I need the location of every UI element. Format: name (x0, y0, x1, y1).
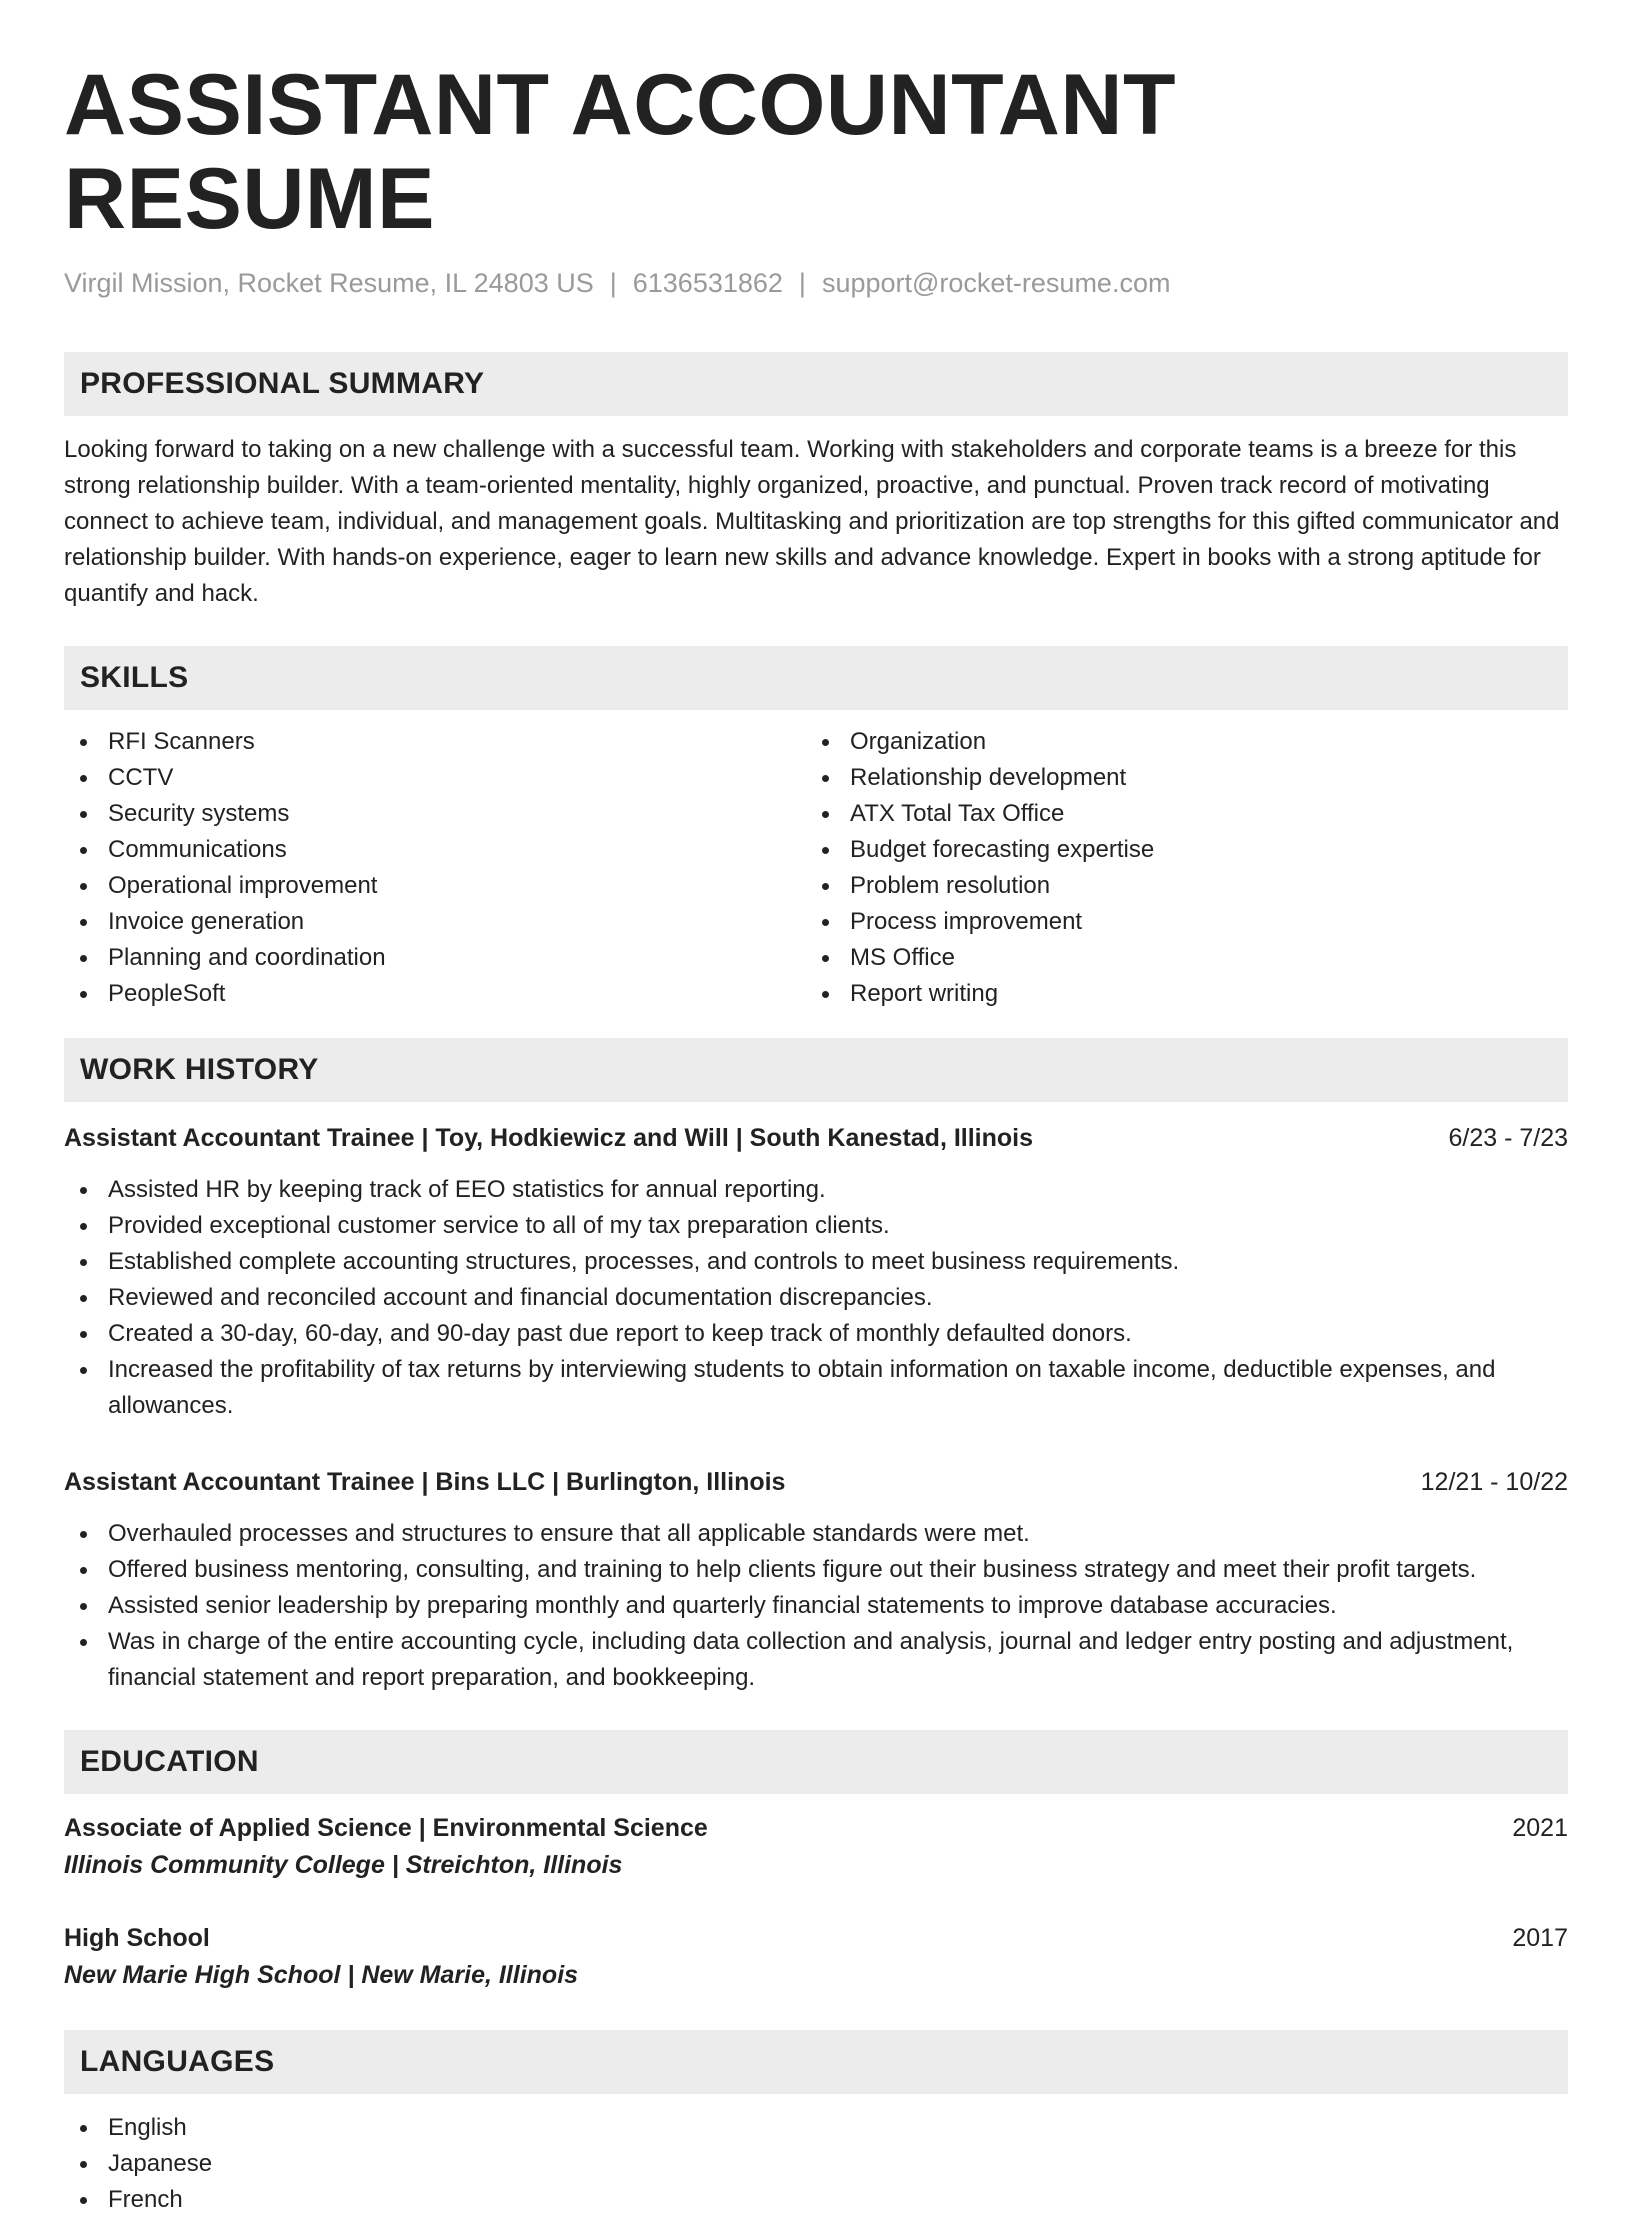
education-degree: High School (64, 1924, 210, 1952)
language-item: English (64, 2110, 1568, 2146)
job-bullet: Overhauled processes and structures to ensure that all applicable standards were met. (64, 1516, 1568, 1552)
job-dates: 12/21 - 10/22 (1420, 1468, 1568, 1496)
skill-item: Budget forecasting expertise (806, 832, 1548, 868)
skill-item: ATX Total Tax Office (806, 796, 1548, 832)
skill-item: Process improvement (806, 904, 1548, 940)
skills-column-right (806, 724, 1548, 1012)
job-bullet: Assisted senior leadership by preparing monthly and quarterly financial statements to improve database accuracies. (64, 1588, 1568, 1624)
contact-separator: | (798, 268, 806, 298)
job-title: Assistant Accountant Trainee | Toy, Hodkiewicz and Will | South Kanestad, Illinois (64, 1124, 1034, 1152)
skill-item: Relationship development (806, 760, 1548, 796)
job-bullet: Reviewed and reconciled account and financial documentation discrepancies. (64, 1280, 1568, 1316)
skill-item: CCTV (64, 760, 806, 796)
skill-item: PeopleSoft (64, 976, 806, 1012)
job-entry (64, 1120, 1568, 1424)
contact-phone: 6136531862 (632, 268, 783, 298)
section-header-skills: SKILLS (64, 646, 1568, 710)
education-entry (64, 1810, 1568, 1884)
education-entry (64, 1920, 1568, 1994)
skills-column-left (64, 724, 806, 1012)
education-school: New Marie High School | New Marie, Illinois (64, 1961, 579, 1989)
language-item: French (64, 2182, 1568, 2218)
section-header-languages: LANGUAGES (64, 2030, 1568, 2094)
section-header-work-history: WORK HISTORY (64, 1038, 1568, 1102)
skill-item: Security systems (64, 796, 806, 832)
skill-item: Communications (64, 832, 806, 868)
skill-item: RFI Scanners (64, 724, 806, 760)
job-bullet: Was in charge of the entire accounting cycle, including data collection and analysis, journal and ledger entry posting and adjustment, financial statement and report preparation, and bookkeeping. (64, 1624, 1568, 1696)
job-bullet: Provided exceptional customer service to all of my tax preparation clients. (64, 1208, 1568, 1244)
skill-item: Report writing (806, 976, 1548, 1012)
skill-item: Invoice generation (64, 904, 806, 940)
contact-line (64, 266, 1568, 300)
contact-separator: | (609, 268, 617, 298)
skill-item: Operational improvement (64, 868, 806, 904)
job-bullet: Created a 30-day, 60-day, and 90-day past due report to keep track of monthly defaulted donors. (64, 1316, 1568, 1352)
contact-email: support@rocket-resume.com (821, 268, 1171, 298)
education-degree: Associate of Applied Science | Environmental Science (64, 1814, 708, 1842)
summary-text: Looking forward to taking on a new challenge with a successful team. Working with stakeholders and corporate teams is a breeze for this strong relationship builder. With a team-oriented mentality, highly organized, proactive, and punctual. Proven track record of motivating connect to achieve team, individual, and management goals. Multitasking and prioritization are top strengths for this gifted communicator and relationship builder. With hands-on experience, eager to learn new skills and advance knowledge. Expert in books with a strong aptitude for quantify and hack. (64, 436, 1560, 607)
education-year: 2017 (1512, 1924, 1568, 1952)
education-year: 2021 (1512, 1814, 1568, 1842)
job-entry (64, 1464, 1568, 1696)
section-header-summary: PROFESSIONAL SUMMARY (64, 352, 1568, 416)
section-header-education: EDUCATION (64, 1730, 1568, 1794)
contact-address: Virgil Mission, Rocket Resume, IL 24803 US (64, 268, 594, 298)
language-item: Japanese (64, 2146, 1568, 2182)
job-bullet: Established complete accounting structures, processes, and controls to meet business requirements. (64, 1244, 1568, 1280)
job-bullet: Increased the profitability of tax returns by interviewing students to obtain information on taxable income, deductible expenses, and allowances. (64, 1352, 1568, 1424)
education-school: Illinois Community College | Streichton, Illinois (64, 1851, 623, 1879)
languages-list (64, 2110, 1568, 2218)
skill-item: Organization (806, 724, 1548, 760)
skill-item: Planning and coordination (64, 940, 806, 976)
job-title: Assistant Accountant Trainee | Bins LLC | Burlington, Illinois (64, 1468, 786, 1496)
job-bullet: Assisted HR by keeping track of EEO statistics for annual reporting. (64, 1172, 1568, 1208)
resume-title: ASSISTANT ACCOUNTANT RESUME (64, 57, 1177, 247)
job-bullet: Offered business mentoring, consulting, and training to help clients figure out their business strategy and meet their profit targets. (64, 1552, 1568, 1588)
job-dates: 6/23 - 7/23 (1448, 1124, 1568, 1152)
skill-item: Problem resolution (806, 868, 1548, 904)
skills-list (64, 724, 1568, 1012)
skill-item: MS Office (806, 940, 1548, 976)
